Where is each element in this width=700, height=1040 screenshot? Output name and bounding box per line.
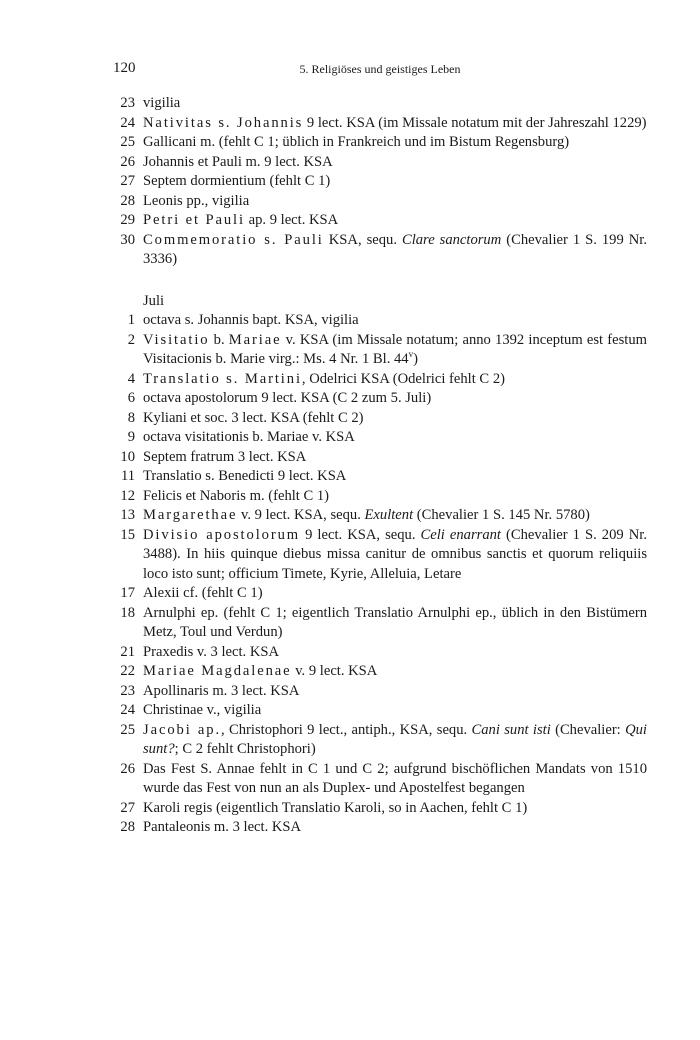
text-run: Das Fest S. Annae fehlt in C 1 und C 2; aufgrund bischöflichen Mandats von 1510 wurde das Fest von nun an als Duplex- und Apostelfest begangen — [143, 760, 647, 796]
month-heading-july: Juli — [143, 292, 165, 309]
text-run: Johannis et Pauli m. 9 lect. KSA — [143, 153, 333, 170]
entry-text — [143, 332, 647, 368]
text-run: octava s. Johannis bapt. KSA, vigilia — [143, 312, 359, 328]
text-run: , Odelrici KSA (Odelrici fehlt C 2) — [301, 370, 505, 387]
italic-text: Exultent — [364, 507, 414, 523]
calendar-entry — [113, 370, 647, 390]
entry-text — [143, 212, 338, 228]
italic-text: Celi enarrant — [420, 526, 501, 543]
calendar-entry — [113, 389, 647, 409]
spaced-text: Mariae Magdalenae — [143, 663, 292, 679]
day-number: 10 — [120, 448, 135, 465]
section-gap — [113, 270, 647, 292]
italic-text: Clare sanctorum — [401, 231, 502, 248]
text-run: vigilia — [143, 95, 181, 111]
entry-text — [143, 468, 346, 484]
day-number: 25 — [120, 134, 135, 150]
text-run: Christinae v., vigilia — [143, 702, 262, 718]
calendar-entry — [113, 506, 647, 526]
spaced-text: Translatio s. Martini — [143, 370, 302, 387]
calendar-entry — [113, 584, 647, 604]
text-run: , Christophori 9 lect., antiph., KSA, sequ. — [221, 721, 472, 738]
spaced-text: Nativitas s. Johannis — [143, 114, 304, 131]
entry-text — [143, 663, 377, 679]
day-number: 30 — [120, 231, 135, 248]
day-number: 2 — [127, 331, 135, 348]
page-number: 120 — [113, 60, 136, 76]
text-run: Septem dormientium (fehlt C 1) — [143, 173, 331, 189]
calendar-entry — [113, 133, 647, 153]
text-run: v. 9 lect. KSA, sequ. — [237, 507, 365, 523]
text-run: 9 lect. KSA (im Missale notatum mit der Jahreszahl 1229) — [303, 114, 647, 131]
text-run: (Chevalier 1 S. 145 Nr. 5780) — [413, 507, 590, 523]
text-run: v. 9 lect. KSA — [291, 663, 378, 679]
text-run: Felicis et Naboris m. (fehlt C 1) — [143, 487, 330, 504]
entry-text — [143, 449, 306, 465]
july-entries — [113, 311, 647, 838]
entry-text — [143, 605, 647, 641]
entry-text — [143, 193, 249, 209]
entry-text — [143, 232, 647, 268]
text-run: Karoli regis (eigentlich Translatio Karoli, so in Aachen, fehlt C 1) — [143, 799, 528, 816]
calendar-entry — [113, 172, 647, 192]
calendar-entry — [113, 311, 647, 331]
day-number: 26 — [120, 760, 135, 777]
day-number: 9 — [127, 429, 135, 445]
june-entries — [113, 94, 647, 270]
entry-text — [143, 154, 333, 170]
calendar-entry — [113, 760, 647, 799]
italic-text: Cani sunt isti — [471, 721, 551, 738]
spaced-text: Visitatio — [143, 331, 210, 348]
calendar-entry — [113, 428, 647, 448]
calendar-text — [113, 94, 647, 838]
entry-text — [143, 429, 355, 445]
day-number: 21 — [120, 643, 135, 660]
day-number: 11 — [120, 468, 135, 484]
day-number: 13 — [120, 507, 135, 523]
day-number: 15 — [120, 526, 135, 543]
calendar-entry — [113, 448, 647, 468]
text-run: (Chevalier 1 S. 199 Nr. 3336) — [143, 231, 647, 267]
text-run: Apollinaris m. 3 lect. KSA — [143, 682, 300, 699]
text-run: KSA, sequ. — [323, 231, 402, 248]
day-number: 22 — [120, 663, 135, 679]
entry-text — [143, 761, 647, 797]
calendar-entry — [113, 526, 647, 585]
entry-text — [143, 702, 261, 718]
text-run: (Chevalier 1 S. 209 Nr. 3488). In hiis quinque diebus missa canitur de omnibus sanctis et quorum reliquiis loco isto sunt; officium Timete, Kyrie, Alleluia, Letare — [143, 526, 647, 582]
calendar-entry — [113, 721, 647, 760]
entry-text — [143, 722, 647, 758]
day-number: 23 — [120, 95, 135, 111]
day-number: 29 — [120, 212, 135, 228]
day-number: 6 — [127, 390, 135, 406]
calendar-entry — [113, 701, 647, 721]
entry-text — [143, 312, 359, 328]
spaced-text: Margarethae — [143, 507, 238, 523]
day-number: 4 — [127, 370, 135, 387]
text-run: v — [408, 349, 414, 360]
calendar-entry — [113, 231, 647, 270]
entry-text — [143, 115, 647, 131]
text-run: Kyliani et soc. 3 lect. KSA (fehlt C 2) — [143, 409, 364, 426]
day-number: 26 — [120, 153, 135, 170]
day-number: 28 — [120, 192, 135, 209]
spaced-text: Mariae — [228, 331, 282, 348]
text-run: 9 lect. KSA, sequ. — [300, 526, 421, 543]
day-number: 27 — [120, 173, 135, 189]
entry-text — [143, 819, 301, 835]
entry-text — [143, 585, 263, 601]
entry-text — [143, 800, 527, 816]
entry-text — [143, 371, 505, 387]
entry-text — [143, 683, 299, 699]
entry-text — [143, 134, 569, 150]
text-run: octava visitationis b. Mariae v. KSA — [143, 429, 355, 445]
spaced-text: Petri et Pauli — [143, 212, 245, 228]
day-number: 18 — [120, 604, 135, 621]
day-number: 1 — [127, 312, 135, 328]
calendar-entry — [113, 467, 647, 487]
spaced-text: Jacobi ap. — [143, 721, 222, 738]
calendar-entry — [113, 94, 647, 114]
entry-text — [143, 488, 329, 504]
text-run: Alexii cf. (fehlt C 1) — [143, 585, 263, 601]
calendar-entry — [113, 643, 647, 663]
entry-text — [143, 390, 431, 406]
spaced-text: Divisio apostolorum — [143, 526, 301, 543]
text-run: Arnulphi ep. (fehlt C 1; eigentlich Translatio Arnulphi ep., üblich in den Bistümern Metz, Toul und Verdun) — [143, 604, 647, 640]
text-run: Septem fratrum 3 lect. KSA — [143, 448, 307, 465]
text-run: v. KSA (im Missale notatum; anno 1392 inceptum est festum Visitacionis b. Marie virg.: Ms. 4 Nr. 1 Bl. 44 — [143, 331, 647, 367]
running-head: 5. Religiöses und geistiges Leben — [299, 62, 461, 76]
page-header — [113, 60, 647, 82]
calendar-entry — [113, 211, 647, 231]
day-number: 28 — [120, 819, 135, 835]
day-number: 24 — [120, 114, 135, 131]
calendar-entry — [113, 818, 647, 838]
entry-text — [143, 507, 590, 523]
text-run: ) — [413, 351, 418, 367]
calendar-entry — [113, 682, 647, 702]
day-number: 17 — [120, 585, 135, 601]
calendar-entry — [113, 192, 647, 212]
calendar-entry — [113, 409, 647, 429]
day-number: 12 — [120, 487, 135, 504]
day-number: 24 — [120, 702, 135, 718]
text-run: Gallicani m. (fehlt C 1; üblich in Frankreich und im Bistum Regensburg) — [143, 134, 570, 150]
day-number: 8 — [127, 409, 135, 426]
spaced-text: Commemoratio s. Pauli — [143, 231, 324, 248]
entry-text — [143, 173, 330, 189]
calendar-entry — [113, 604, 647, 643]
text-run: octava apostolorum 9 lect. KSA (C 2 zum 5. Juli) — [143, 390, 432, 406]
day-number: 27 — [120, 799, 135, 816]
entry-text — [143, 644, 279, 660]
calendar-entry — [113, 487, 647, 507]
text-run: Leonis pp., vigilia — [143, 192, 250, 209]
entry-text — [143, 527, 647, 582]
text-run: ; C 2 fehlt Christophori) — [174, 741, 316, 757]
text-run: Translatio s. Benedicti 9 lect. KSA — [143, 468, 347, 484]
calendar-entry — [113, 153, 647, 173]
text-run: ap. 9 lect. KSA — [244, 212, 339, 228]
calendar-entry — [113, 331, 647, 370]
text-run: b. — [209, 331, 229, 348]
italic-text: Qui sunt? — [143, 721, 647, 757]
entry-text — [143, 410, 364, 426]
calendar-entry — [113, 662, 647, 682]
text-run: (Chevalier: — [550, 721, 626, 738]
calendar-entry — [113, 114, 647, 134]
calendar-entry — [113, 799, 647, 819]
entry-text — [143, 95, 180, 111]
day-number: 25 — [120, 721, 135, 738]
text-run: Pantaleonis m. 3 lect. KSA — [143, 819, 302, 835]
text-run: Praxedis v. 3 lect. KSA — [143, 643, 280, 660]
day-number: 23 — [120, 682, 135, 699]
